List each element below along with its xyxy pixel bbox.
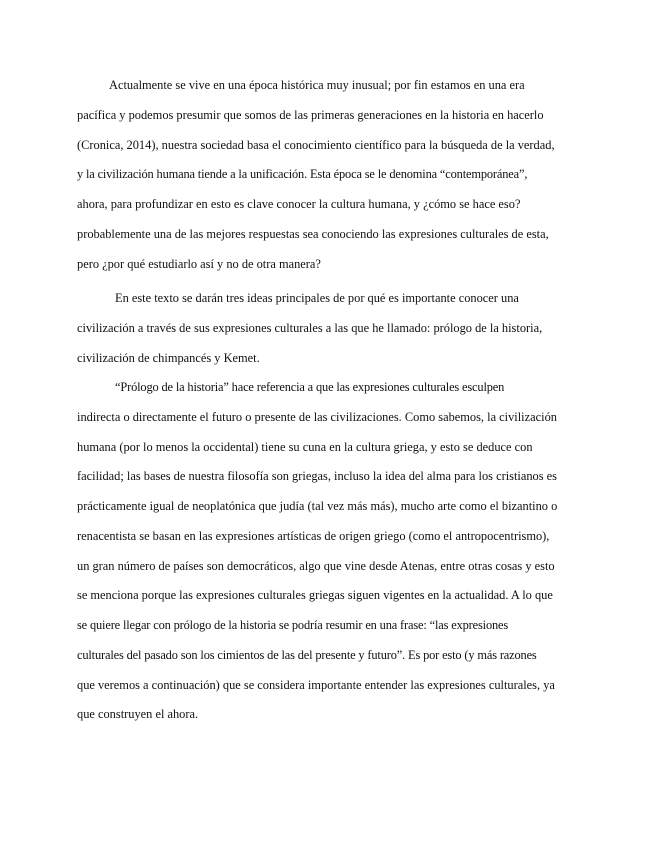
paragraph-3-line-5: prácticamente igual de neoplatónica que judía (tal vez más más), mucho arte como el bizantino o <box>77 499 558 513</box>
paragraph-2-line-2: civilización a través de sus expresiones culturales a las que he llamado: prólogo de la historia, <box>77 321 543 335</box>
paragraph-1-line-6: probablemente una de las mejores respuestas sea conociendo las expresiones culturales de esta, <box>77 227 549 241</box>
paragraph-3-line-1: “Prólogo de la historia” hace referencia a que las expresiones culturales esculpen <box>115 380 505 394</box>
paragraph-3-line-6: renacentista se basan en las expresiones artísticas de origen griego (como el antropocentrismo), <box>77 529 550 543</box>
paragraph-3-line-8: se menciona porque las expresiones culturales griegas siguen vigentes en la actualidad. A lo que <box>77 588 553 602</box>
paragraph-3-line-10: culturales del pasado son los cimientos de las del presente y futuro”. Es por esto (y más razones <box>77 648 537 662</box>
paragraph-2-line-3: civilización de chimpancés y Kemet. <box>77 351 260 365</box>
paragraph-1-line-5: ahora, para profundizar en esto es clave conocer la cultura humana, y ¿cómo se hace eso? <box>77 197 521 211</box>
paragraph-3-line-11: que veremos a continuación) que se considera importante entender las expresiones culturales, ya <box>77 678 555 692</box>
paragraph-1-line-3: (Cronica, 2014), nuestra sociedad basa el conocimiento científico para la búsqueda de la verdad, <box>77 138 555 152</box>
paragraph-2-line-1: En este texto se darán tres ideas principales de por qué es importante conocer una <box>115 291 519 305</box>
paragraph-3-line-12: que construyen el ahora. <box>77 707 199 721</box>
paragraph-3-line-9: se quiere llegar con prólogo de la historia se podría resumir en una frase: “las expresiones <box>77 618 509 632</box>
paragraph-3-line-7: un gran número de países son democráticos, algo que vine desde Atenas, entre otras cosas y esto <box>77 559 555 573</box>
paragraph-3-line-3: humana (por lo menos la occidental) tiene su cuna en la cultura griega, y esto se deduce con <box>77 440 533 454</box>
paragraph-3-line-4: facilidad; las bases de nuestra filosofía son griegas, incluso la idea del alma para los cristianos es <box>77 469 557 483</box>
paragraph-1-line-1: Actualmente se vive en una época histórica muy inusual; por fin estamos en una era <box>109 78 525 92</box>
paragraph-1-line-4: y la civilización humana tiende a la unificación. Esta época se le denomina “contemporánea”, <box>77 167 528 181</box>
paragraph-1-line-7: pero ¿por qué estudiarlo así y no de otra manera? <box>77 257 321 271</box>
paragraph-1-line-2: pacífica y podemos presumir que somos de las primeras generaciones en la historia en hacerlo <box>77 108 544 122</box>
paragraph-3-line-2: indirecta o directamente el futuro o presente de las civilizaciones. Como sabemos, la civilización <box>77 410 557 424</box>
